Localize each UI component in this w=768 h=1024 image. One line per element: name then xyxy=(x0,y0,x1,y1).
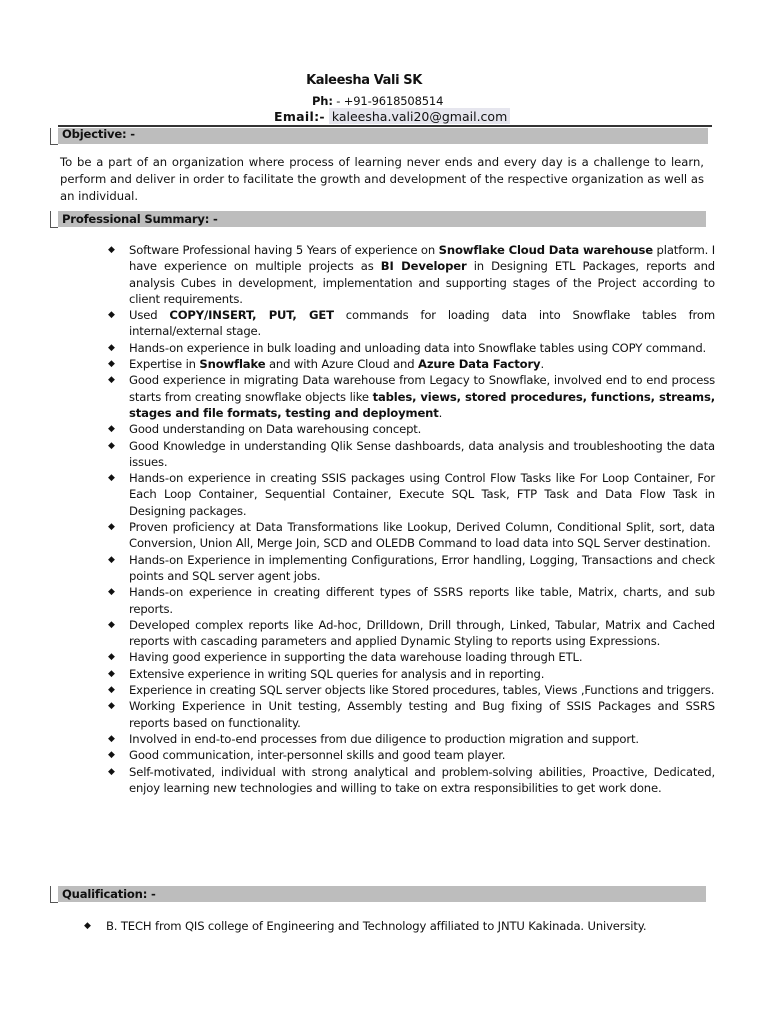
summary-list xyxy=(108,242,715,796)
summary-item xyxy=(108,356,715,372)
summary-item-text: Experience in creating SQL server objects like Stored procedures, tables, Views ,Functions and triggers. xyxy=(129,683,715,698)
summary-item xyxy=(108,764,715,797)
summary-title: Professional Summary: - xyxy=(62,212,218,226)
summary-item-bold-text: tables, views, stored procedures, functions, streams, stages and file formats, testing and deployment xyxy=(129,389,715,420)
summary-item-text: Self-motivated, individual with strong analytical and problem-solving abilities, Proactive, Dedicated, enjoy learning new technologies and willing to take on extra responsibilities to get work done. xyxy=(129,764,715,795)
summary-item xyxy=(108,470,715,519)
diamond-bullet-icon: ◆ xyxy=(108,619,115,630)
objective-header xyxy=(50,128,708,144)
diamond-bullet-icon: ◆ xyxy=(108,652,115,663)
summary-item xyxy=(108,519,715,552)
candidate-name: Kaleesha Vali SK xyxy=(306,73,422,88)
diamond-bullet-icon: ◆ xyxy=(108,554,115,565)
summary-item xyxy=(108,666,715,682)
summary-item-text: platform. I have experience on multiple projects as xyxy=(129,243,715,274)
summary-item xyxy=(108,242,715,307)
summary-item-text: Good Knowledge in understanding Qlik Sense dashboards, data analysis and troubleshooting the data issues. xyxy=(129,438,715,469)
summary-item xyxy=(108,438,715,471)
qualification-item xyxy=(84,918,724,934)
diamond-bullet-icon: ◆ xyxy=(108,310,115,321)
summary-item-text: Hands-on experience in creating SSIS packages using Control Flow Tasks like For Loop Container, For Each Loop Container, Sequential Container, Execute SQL Task, FTP Task and Data Flow Task in Designing packages. xyxy=(129,471,715,518)
diamond-bullet-icon: ◆ xyxy=(108,359,115,370)
summary-item-text: commands for loading data into Snowflake tables from internal/external stage. xyxy=(129,308,715,339)
diamond-bullet-icon: ◆ xyxy=(108,685,115,696)
email-line xyxy=(274,109,510,124)
diamond-bullet-icon: ◆ xyxy=(108,342,115,353)
diamond-bullet-icon: ◆ xyxy=(108,440,115,451)
email-value[interactable]: kaleesha.vali20@gmail.com xyxy=(329,108,510,124)
email-label: Email:- xyxy=(274,109,325,124)
summary-item xyxy=(108,340,715,356)
summary-item-text: Hands-on Experience in implementing Configurations, Error handling, Logging, Transactions and check points and SQL server agent jobs. xyxy=(129,552,715,583)
summary-item-bold-text: BI Developer xyxy=(380,259,467,274)
summary-item-bold-text: Snowflake Cloud Data warehouse xyxy=(438,243,653,257)
diamond-bullet-icon: ◆ xyxy=(108,587,115,598)
qualification-left-rule xyxy=(50,886,51,902)
summary-item-text: . xyxy=(540,357,545,372)
summary-left-rule xyxy=(50,211,51,227)
qualification-list xyxy=(84,918,724,934)
summary-item-text: Hands-on experience in creating different types of SSRS reports like table, Matrix, charts, and sub reports. xyxy=(129,585,715,616)
summary-item-bold-text: Snowflake xyxy=(199,357,266,372)
summary-item-bold-text: COPY/INSERT, PUT, GET xyxy=(169,308,334,323)
summary-item-bold-text: Azure Data Factory xyxy=(418,357,541,372)
summary-header xyxy=(50,211,706,227)
diamond-bullet-icon: ◆ xyxy=(108,766,115,777)
diamond-bullet-icon: ◆ xyxy=(108,375,115,386)
diamond-bullet-icon: ◆ xyxy=(108,424,115,435)
summary-item xyxy=(108,649,715,665)
phone-label: Ph: xyxy=(312,94,333,108)
diamond-bullet-icon: ◆ xyxy=(84,921,91,931)
summary-item xyxy=(108,307,715,340)
summary-item-text: Software Professional having 5 Years of experience on xyxy=(129,243,439,257)
summary-item-text: Used xyxy=(129,308,170,323)
summary-item xyxy=(108,731,715,747)
diamond-bullet-icon: ◆ xyxy=(108,668,115,679)
summary-item-text: in Designing ETL Packages, reports and analysis Cubes in development, implementation and supporting stages of the Project according to client requirements. xyxy=(129,259,716,306)
qualification-header xyxy=(50,886,706,902)
qualification-item-text: B. TECH from QIS college of Engineering and Technology affiliated to JNTU Kakinada. University. xyxy=(106,919,647,933)
objective-bottom-rule xyxy=(50,144,58,145)
summary-item xyxy=(108,698,715,731)
summary-item xyxy=(108,617,715,650)
summary-item xyxy=(108,421,715,437)
summary-item-text: and with Azure Cloud and xyxy=(265,357,418,372)
qualification-title: Qualification: - xyxy=(62,887,156,901)
qualification-bottom-rule xyxy=(50,902,58,903)
summary-item-text: Developed complex reports like Ad-hoc, Drilldown, Drill through, Linked, Tabular, Matrix and Cached reports with cascading parameters and applied Dynamic Styling to reports using Expressions. xyxy=(129,617,715,649)
summary-item-text: Extensive experience in writing SQL queries for analysis and in reporting. xyxy=(129,666,545,681)
diamond-bullet-icon: ◆ xyxy=(108,733,115,744)
diamond-bullet-icon: ◆ xyxy=(108,701,115,712)
summary-item-text: Proven proficiency at Data Transformations like Lookup, Derived Column, Conditional Split, sort, data Conversion, Union All, Merge Join, SCD and OLEDB Command to load data into SQL Server destination. xyxy=(129,520,715,551)
summary-item-text: Having good experience in supporting the data warehouse loading through ETL. xyxy=(129,650,583,665)
summary-item xyxy=(108,747,715,763)
summary-item-text: Working Experience in Unit testing, Assembly testing and Bug fixing of SSIS Packages and SSRS reports based on functionality. xyxy=(129,699,715,730)
objective-left-rule xyxy=(50,128,51,144)
objective-title: Objective: - xyxy=(62,127,135,141)
summary-item-text: Good communication, inter-personnel skills and good team player. xyxy=(129,748,506,763)
objective-bar xyxy=(58,128,708,144)
summary-item xyxy=(108,682,715,698)
phone-line xyxy=(312,94,443,108)
summary-item-text: Hands-on experience in bulk loading and unloading data into Snowflake tables using COPY command. xyxy=(129,340,707,355)
objective-top-rule xyxy=(58,125,712,127)
summary-item xyxy=(108,584,715,617)
summary-item xyxy=(108,552,715,585)
summary-item xyxy=(108,372,715,421)
summary-bottom-rule xyxy=(50,227,58,228)
diamond-bullet-icon: ◆ xyxy=(108,750,115,761)
phone-value: - +91-9618508514 xyxy=(332,94,444,108)
diamond-bullet-icon: ◆ xyxy=(108,522,115,533)
summary-item-text: Expertise in xyxy=(129,357,200,372)
diamond-bullet-icon: ◆ xyxy=(108,473,115,484)
summary-item-text: Involved in end-to-end processes from due diligence to production migration and support. xyxy=(129,731,639,746)
summary-item-text: Good experience in migrating Data warehouse from Legacy to Snowflake, involved end to end process starts from creating snowflake objects like xyxy=(129,373,715,404)
summary-item-text: . xyxy=(438,405,443,420)
diamond-bullet-icon: ◆ xyxy=(108,245,115,255)
objective-text: To be a part of an organization where process of learning never ends and every day is a challenge to learn, perform and deliver in order to facilitate the growth and development of the respective organization as well as an individual. xyxy=(60,155,704,203)
summary-item-text: Good understanding on Data warehousing concept. xyxy=(129,422,422,437)
